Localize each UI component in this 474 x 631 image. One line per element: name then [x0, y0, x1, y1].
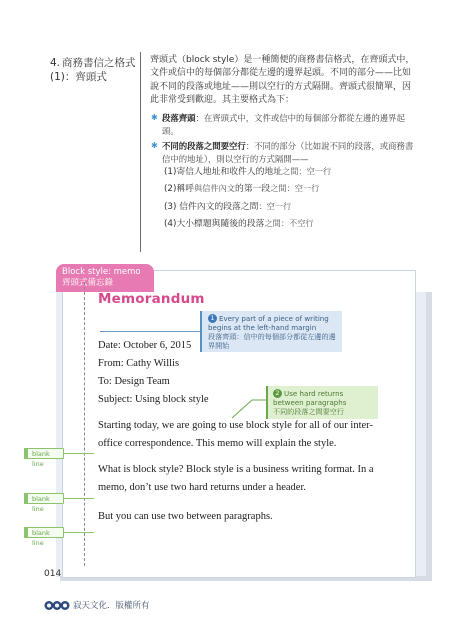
blank-line-marker [24, 493, 28, 504]
format-bullet-list [150, 112, 420, 168]
rule-label: 的第一段 [235, 184, 271, 195]
callout-number-badge: 1 [208, 314, 217, 323]
paragraph-line: office correspondence. This memo will explain the style. [98, 437, 337, 449]
section-divider [140, 52, 141, 252]
rule-label: (3) 信件內文的段落之間 [164, 201, 259, 212]
callout-english: Every part of a piece of writing begins at the left-hand margin [208, 314, 329, 332]
memo-paragraph-1 [98, 417, 390, 452]
callout-2 [266, 386, 378, 419]
rule-item [164, 198, 424, 215]
section-intro: 齊頭式（block style）是一種簡便的商務書信格式，在齊頭式中，文件或信中的每個部分都從左邊的邊界起頭。不同的部分——比如說不同的段落或地址——則以空行的方式隔開。齊頭式很簡單，因此非常受到歡迎。其主要格式為下： [150, 55, 415, 106]
rule-label: (1)寄信人地址和收件人的地址 [164, 167, 283, 177]
rule-label: (4)大小標題與隨後的段落 [164, 218, 265, 229]
blank-line-rule [64, 453, 94, 454]
memo-from: From: Cathy Willis [98, 358, 180, 369]
rule-item [164, 215, 424, 232]
blank-line-rule [64, 498, 94, 499]
blank-line-tag: blank line [24, 493, 64, 504]
tab-chinese-label: 齊頭式備忘錄 [62, 278, 114, 288]
bullet-item [150, 112, 420, 137]
rule-label: (2)稱呼 [164, 184, 195, 195]
callout-1-pointer [100, 331, 200, 332]
memo-title: Memorandum [98, 291, 205, 307]
tab-english-label: Block style: memo [62, 267, 141, 277]
rule-text: 與信件內文 [194, 183, 236, 194]
paragraph-line: What is block style? Block style is a business writing format. In a [98, 464, 374, 475]
memo-date: Date: October 6, 2015 [98, 340, 192, 351]
left-margin-guide [84, 282, 85, 566]
blank-line-tag: blank line [24, 448, 64, 459]
page-number: 014 [44, 569, 62, 579]
example-label-tab [56, 264, 154, 292]
memo-paragraph-2 [98, 461, 390, 496]
callout-chinese: 段落齊頭：信中的每個部分都從左邊的邊界開始 [208, 332, 336, 350]
callout-chinese: 不同的段落之間要空行 [273, 407, 344, 416]
rule-item [164, 163, 424, 180]
memo-to: To: Design Team [98, 376, 170, 387]
publisher-footer [44, 599, 150, 611]
callout-1 [200, 311, 342, 352]
blank-line-tag: blank line [24, 527, 64, 538]
paragraph-line: But you can use two between paragraphs. [98, 511, 273, 522]
rule-text: 之間：空一行 [282, 166, 332, 176]
section-number: 4. [50, 57, 61, 69]
section-heading [50, 56, 136, 84]
bullet-bold-label: 不同的段落之間要空行 [162, 141, 246, 151]
bullet-item [150, 140, 420, 165]
memo-subject: Subject: Using block style [98, 394, 209, 405]
blank-line-marker [24, 527, 28, 538]
paragraph-line: memo, don’t use two hard returns under a header. [98, 481, 306, 493]
callout-english: Use hard returns between paragraphs [273, 389, 347, 407]
rule-text: 之間：不空行 [264, 217, 314, 228]
callout-number-badge: 2 [273, 389, 282, 398]
rule-text: 之間：空一行 [270, 183, 320, 194]
frame-shadow [426, 292, 432, 581]
rule-text: ：空一行 [258, 200, 292, 211]
spacing-rules-list [164, 163, 424, 232]
blank-line-rule [64, 532, 94, 533]
publisher-name: 寂天文化．版權所有 [73, 601, 150, 611]
bullet-star-icon: ✱ [151, 141, 158, 150]
blank-line-marker [24, 448, 28, 459]
bullet-bold-label: 段落齊頭 [162, 113, 196, 123]
bullet-text: ：不同的部分（比如說不同的段落，或商務書信中的地址），則以空行的方式隔開—— [162, 141, 414, 164]
bullet-star-icon: ✱ [151, 113, 158, 122]
publisher-logo-icon [44, 600, 70, 611]
rule-item [164, 180, 424, 197]
section-title: 商務書信之格式 (1)：齊頭式 [50, 57, 136, 83]
memo-paragraph-3 [98, 508, 390, 526]
paragraph-line: Starting today, we are going to use block style for all of our inter- [98, 420, 373, 431]
bullet-text: ：在齊頭式中，文件或信中的每個部分都從左邊的邊界起頭。 [162, 113, 405, 136]
